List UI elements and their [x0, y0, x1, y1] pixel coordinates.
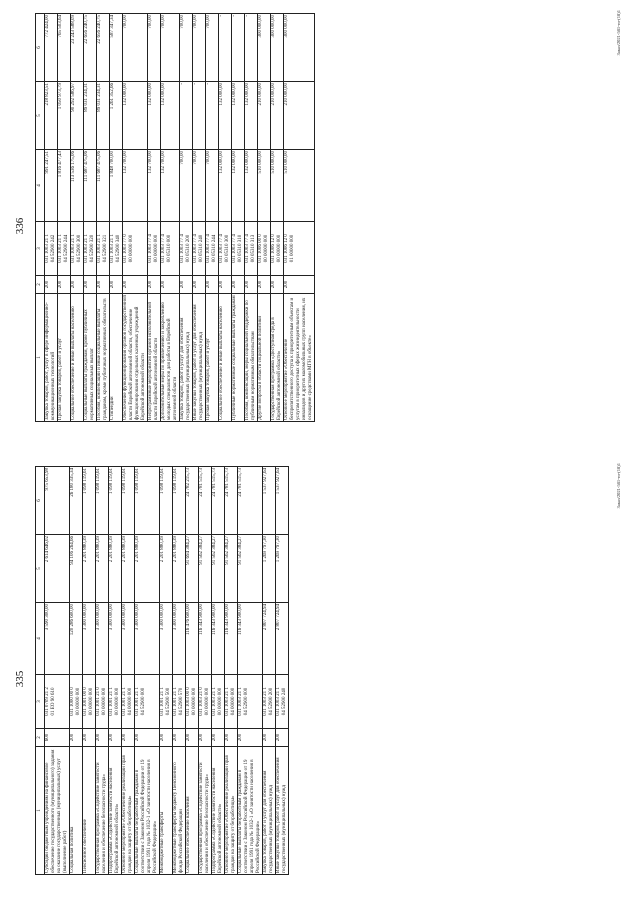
row-remainder: 1 537 927,64 [276, 467, 289, 535]
row-executed: 89 031 234,31 [84, 82, 97, 150]
row-kvr: 200 [109, 729, 122, 747]
row-executed: 91 562 384,27 [238, 535, 263, 603]
table-row [219, 14, 232, 422]
row-sum: 510 000,00 [271, 150, 284, 222]
row-name: Социальные выплаты гражданам, кроме публичных нормативных социальных выплат [84, 294, 97, 422]
row-sum: 2 807 724,94 [263, 603, 276, 675]
row-executed: 132 000,00 [123, 82, 148, 150]
row-sum: 1 816 477,43 [58, 150, 71, 222]
row-executed: 2 201 880,39 [160, 535, 173, 603]
row-kvr: 200 [135, 729, 160, 747]
row-executed: 1 269 797,30 [276, 535, 289, 603]
row-name: Социальная политика [70, 747, 83, 875]
col-header: 1 [36, 747, 45, 875]
budget-table [35, 13, 315, 422]
col-header: 2 [36, 729, 45, 747]
row-name: Прочая закупка товаров, работ и услуг [206, 294, 219, 422]
row-sum: 120 286 600,00 [70, 603, 83, 675]
row-kvr: 200 [45, 276, 58, 294]
row-kvr: 200 [58, 276, 71, 294]
row-kvr: 200 [271, 276, 284, 294]
row-sum: 700,00 [206, 150, 219, 222]
row-executed: 2 201 880,39 [173, 535, 186, 603]
row-sum: 2 807 724,94 [276, 603, 289, 675]
row-remainder: 1 537 927,64 [263, 467, 276, 535]
row-name: Иные закупки товаров, работ и услуг для обеспечения государственных (муниципальных) нужд [276, 747, 289, 875]
page-number: 336 [14, 217, 26, 235]
table-row [160, 467, 173, 875]
row-sum: 132 000,00 [232, 150, 245, 222]
row-code: 031 1006 00 0 00 00000 000 [258, 222, 271, 276]
row-sum: 3 300 000,00 [122, 603, 135, 675]
row-executed: 2 201 880,39 [122, 535, 135, 603]
row-code: 031 1003 21 1 04 52900 321 [97, 222, 110, 276]
table-row [263, 467, 276, 875]
print-order-note: Заказ/2021-581-то-(18)1 [616, 463, 621, 509]
row-remainder: 700,00 [148, 14, 161, 82]
row-executed: 2 201 880,39 [96, 535, 109, 603]
row-kvr: 200 [123, 276, 148, 294]
col-header: 6 [36, 467, 45, 535]
row-remainder: 24 781 515,73 [199, 467, 212, 535]
table-row [109, 467, 122, 875]
row-executed: 218 823,51 [45, 82, 58, 150]
row-kvr: 200 [219, 276, 232, 294]
row-name: Пенсионное обеспечение [83, 747, 96, 875]
row-sum: 116 343 900,00 [212, 603, 225, 675]
table-row [123, 14, 148, 422]
row-sum: 3 300 000,00 [160, 603, 173, 675]
row-sum: 510 000,00 [284, 150, 315, 222]
row-sum: 700,00 [180, 150, 193, 222]
row-executed: 1 261 352,66 [110, 82, 123, 150]
row-code: 031 1003 77 4 00 05310 200 [180, 222, 193, 276]
row-name: Государственная программа «Содействие занятости населения и обеспечение безопасности труда» [199, 747, 212, 875]
row-remainder: 26 180 335,34 [70, 467, 83, 535]
row-remainder: 1 098 119,61 [96, 467, 109, 535]
row-executed: - [180, 82, 193, 150]
table-row [199, 467, 212, 875]
table-row [271, 14, 284, 422]
row-name: Государственная программа «Содействие занятости населения и обеспечение безопасности труда» [96, 747, 109, 875]
row-sum: 3 300 000,00 [109, 603, 122, 675]
row-sum: 116 476 600,00 [186, 603, 199, 675]
row-name: Пособия, компенсации, меры социальной поддержки по публичным нормативным обязательствам [245, 294, 258, 422]
row-remainder: 24 781 515,73 [212, 467, 225, 535]
row-kvr: 200 [173, 729, 186, 747]
row-name: Закупка товаров, работ, услуг в сфере информационно-коммуникационных технологий [45, 294, 58, 422]
row-kvr: 200 [186, 729, 199, 747]
row-name: Дополнительные меры по привлечению и закреплению молодых специалистов для работы в Еврейской автономной области [161, 294, 180, 422]
page-number: 335 [14, 670, 26, 688]
row-sum: 3 300 000,00 [135, 603, 160, 675]
print-order-note: Заказ/2021-581-то-(18)1 [616, 10, 621, 56]
row-name: Другие вопросы в области социальной политики [258, 294, 271, 422]
row-sum: 132 000,00 [219, 150, 232, 222]
table-row [206, 14, 219, 422]
row-name: Социальное обеспечение населения [186, 747, 199, 875]
row-remainder: 700,00 [206, 14, 219, 82]
row-remainder: 300 000,00 [258, 14, 271, 82]
row-executed: 132 000,00 [232, 82, 245, 150]
row-remainder: 587 347,34 [110, 14, 123, 82]
row-sum: 132 700,00 [161, 150, 180, 222]
row-code: 031 1003 00 0 00 00000 000 [186, 675, 199, 729]
row-code: 031 1006 12 0 01 00000 000 [284, 222, 315, 276]
row-executed: 210 000,00 [258, 82, 271, 150]
row-kvr: 200 [245, 276, 258, 294]
table-row [245, 14, 258, 422]
row-code: 031 1000 00 0 00 00000 000 [70, 675, 83, 729]
row-remainder: 700,00 [193, 14, 206, 82]
row-executed: 91 694 384,27 [186, 535, 199, 603]
table-row [284, 14, 315, 422]
row-remainder: 1 098 119,61 [83, 467, 96, 535]
row-executed: 132 000,00 [161, 82, 180, 150]
table-row [258, 14, 271, 422]
header-row [36, 467, 45, 875]
row-name: Социальные выплаты безработным гражданам в соответствии с Законом Российской Федерации от 19 апреля 1991 года № 1032-1 «О занятости населения в Российской Федерации» [135, 747, 160, 875]
row-code: 031 1003 77 4 00 05310 244 [206, 222, 219, 276]
row-kvr: 200 [160, 729, 173, 747]
row-kvr: 200 [122, 729, 135, 747]
col-header: 5 [36, 82, 45, 150]
table-row [70, 467, 83, 875]
table-row [232, 14, 245, 422]
row-name: Непрограммные мероприятия органов исполнительной власти Еврейской автономной области [148, 294, 161, 422]
row-executed: 94 106 264,66 [70, 535, 83, 603]
row-executed: 132 000,00 [148, 82, 161, 150]
row-code: 031 1003 77 4 00 05310 300 [219, 222, 232, 276]
row-sum: 510 000,00 [258, 150, 271, 222]
col-header: 4 [36, 150, 45, 222]
table-row [180, 14, 193, 422]
table-row [148, 14, 161, 422]
row-kvr: 200 [96, 729, 109, 747]
row-kvr: 200 [70, 729, 83, 747]
table-row [173, 467, 186, 875]
row-executed: 1 050 973,79 [58, 82, 71, 150]
row-code: 031 1001 21 1 04 52900 000 [135, 675, 160, 729]
row-remainder: 700,00 [161, 14, 180, 82]
table-row [110, 14, 123, 422]
row-code: 031 1001 21 1 04 52900 570 [173, 675, 186, 729]
row-code: 031 1003 21 1 04 52900 244 [58, 222, 71, 276]
row-remainder: 765 503,64 [58, 14, 71, 82]
table-row [238, 467, 263, 875]
row-remainder: 22 656 240,75 [97, 14, 110, 82]
row-name: Подпрограмма «Содействие занятости населения Еврейской автономной области» [212, 747, 225, 875]
row-code: 031 1003 21 1 04 52900 200 [263, 675, 276, 729]
row-kvr: 200 [148, 276, 161, 294]
row-remainder: 772 424,00 [45, 14, 58, 82]
row-kvr: 200 [238, 729, 263, 747]
row-name: Подпрограмма «Содействие занятости населения Еврейской автономной области» [109, 747, 122, 875]
col-header: 2 [36, 276, 45, 294]
row-remainder: - [219, 14, 232, 82]
row-kvr: 200 [258, 276, 271, 294]
row-sum: 116 343 900,00 [199, 603, 212, 675]
row-executed: 2 614 646,02 [45, 535, 70, 603]
header-row [36, 14, 45, 422]
row-name: Закупка товаров, работ и услуг для обеспечения государственных (муниципальных) нужд [180, 294, 193, 422]
row-code: 031 1003 21 1 04 52900 240 [276, 675, 289, 729]
row-code: 031 1003 77 0 00 00000 000 [123, 222, 148, 276]
table-row [45, 467, 70, 875]
row-remainder: 24 781 515,73 [238, 467, 263, 535]
row-executed: 132 000,00 [245, 82, 258, 150]
row-name: Основное мероприятие «Обеспечение реализации прав граждан на защиту от безработицы» [122, 747, 135, 875]
row-code: 031 1006 12 0 00 00000 000 [271, 222, 284, 276]
row-sum: 3 590 300,00 [45, 603, 70, 675]
row-name: Публичные нормативные социальные выплаты гражданам [232, 294, 245, 422]
col-header: 1 [36, 294, 45, 422]
row-sum: 111 687 475,06 [84, 150, 97, 222]
row-executed: 91 562 384,27 [225, 535, 238, 603]
row-code: 031 1003 77 4 00 05310 240 [193, 222, 206, 276]
table-row [83, 467, 96, 875]
row-executed: 210 000,00 [284, 82, 315, 150]
row-kvr: 200 [193, 276, 206, 294]
row-name: Межбюджетные трансферты бюджету Пенсионного фонда Российской Федерации [173, 747, 186, 875]
row-code: 031 1003 21 0 00 00000 000 [199, 675, 212, 729]
row-kvr: 200 [212, 729, 225, 747]
row-kvr: 200 [110, 276, 123, 294]
col-header: 6 [36, 14, 45, 82]
row-code: 031 1001 21 1 04 52900 500 [160, 675, 173, 729]
col-header: 3 [36, 222, 45, 276]
row-remainder: 22 656 240,75 [84, 14, 97, 82]
row-remainder: 1 098 119,61 [173, 467, 186, 535]
table-row [161, 14, 180, 422]
row-kvr: 200 [206, 276, 219, 294]
row-sum: 3 300 000,00 [173, 603, 186, 675]
row-executed: 1 269 797,30 [263, 535, 276, 603]
row-name: Социальные выплаты безработным гражданам в соответствии с Законом Российской Федерации от 19 апреля 1991 года № 1032-1 «О занятости населения в Российской Федерации» [238, 747, 263, 875]
table-row [135, 467, 160, 875]
row-code: 031 1003 77 4 00 00000 000 [148, 222, 161, 276]
row-sum: 132 700,00 [148, 150, 161, 222]
row-remainder: 700,00 [180, 14, 193, 82]
row-kvr: 200 [263, 729, 276, 747]
row-remainder: 24 781 515,73 [225, 467, 238, 535]
row-remainder: - [232, 14, 245, 82]
row-remainder: 1 098 119,61 [160, 467, 173, 535]
row-kvr: 200 [232, 276, 245, 294]
row-sum: 3 300 000,00 [96, 603, 109, 675]
table-row [225, 467, 238, 875]
row-name: Стипендии [110, 294, 123, 422]
row-code: 031 1001 21 1 04 00000 000 [122, 675, 135, 729]
row-kvr: 200 [97, 276, 110, 294]
row-executed: 2 201 880,39 [83, 535, 96, 603]
row-remainder: - [245, 14, 258, 82]
row-sum: 991 247,51 [45, 150, 58, 222]
row-code: 031 1003 77 4 00 05310 310 [232, 222, 245, 276]
row-name: Субсидии бюджетным учреждениям на финансовое обеспечение государственного (муниципального) задания на оказание государственных (муниципальных) услуг (выполнение работ) [45, 747, 70, 875]
row-name: Иные закупки товаров, работ и услуг для обеспечения государственных (муниципальных) нужд [193, 294, 206, 422]
table-row [186, 467, 199, 875]
row-code: 031 1001 21 1 00 00000 000 [109, 675, 122, 729]
row-kvr: 200 [284, 276, 315, 294]
row-remainder: 1 098 119,61 [122, 467, 135, 535]
row-sum: 111 687 475,06 [97, 150, 110, 222]
row-executed: 91 562 384,27 [212, 535, 225, 603]
row-name: Закупка товаров, работ и услуг для обеспечения государственных (муниципальных) нужд [263, 747, 276, 875]
row-kvr: 200 [199, 729, 212, 747]
row-code: 031 1003 77 4 00 05310 313 [245, 222, 258, 276]
row-code: 031 1003 21 1 04 52900 242 [45, 222, 58, 276]
row-remainder: 975 653,98 [45, 467, 70, 535]
page-right [0, 0, 639, 452]
row-code: 031 0709 21 2 01 ЕО 90 610 [45, 675, 70, 729]
row-executed: 91 562 384,27 [199, 535, 212, 603]
row-name: Социальное обеспечение и иные выплаты населению [219, 294, 232, 422]
row-remainder: 1 098 119,61 [109, 467, 122, 535]
row-sum: 1 848 700,00 [110, 150, 123, 222]
row-sum: 3 300 000,00 [83, 603, 96, 675]
col-header: 5 [36, 535, 45, 603]
row-kvr: 200 [83, 729, 96, 747]
row-remainder: 300 000,00 [284, 14, 315, 82]
table-row [97, 14, 110, 422]
row-code: 031 1001 00 0 00 00000 000 [83, 675, 96, 729]
table-row [212, 467, 225, 875]
table-row [96, 467, 109, 875]
row-name: Прочая закупка товаров, работ и услуг [58, 294, 71, 422]
row-kvr: 600 [45, 729, 70, 747]
row-sum: 132 000,00 [245, 150, 258, 222]
row-executed: 210 000,00 [271, 82, 284, 150]
row-sum: 700,00 [193, 150, 206, 222]
table-row [122, 467, 135, 875]
row-kvr: 200 [161, 276, 180, 294]
row-remainder: 23 243 588,09 [71, 14, 84, 82]
row-kvr: 200 [71, 276, 84, 294]
row-executed: 90 292 586,97 [71, 82, 84, 150]
row-code: 031 1001 21 0 00 00000 000 [96, 675, 109, 729]
row-remainder: 24 782 215,73 [186, 467, 199, 535]
row-kvr: 200 [84, 276, 97, 294]
budget-table [35, 466, 289, 875]
row-code: 031 1003 21 1 04 00000 000 [225, 675, 238, 729]
row-sum: 116 343 900,00 [238, 603, 263, 675]
row-code: 031 1003 21 1 04 52900 300 [71, 222, 84, 276]
row-sum: 113 536 175,06 [71, 150, 84, 222]
row-code: 031 1003 21 1 04 52900 320 [84, 222, 97, 276]
page-left [0, 453, 639, 905]
table-row [276, 467, 289, 875]
row-code: 031 1003 21 1 04 52900 000 [238, 675, 263, 729]
row-name: Межбюджетные трансферты [160, 747, 173, 875]
col-header: 3 [36, 675, 45, 729]
table-row [45, 14, 58, 422]
row-name: Пособия, компенсации и иные социальные выплаты гражданам, кроме публичных нормативных обязательств [97, 294, 110, 422]
row-code: 031 1003 21 1 00 00000 000 [212, 675, 225, 729]
row-kvr: 200 [276, 729, 289, 747]
row-executed: 89 031 234,31 [97, 82, 110, 150]
row-executed: 2 201 880,39 [135, 535, 160, 603]
row-executed: - [193, 82, 206, 150]
row-kvr: 200 [225, 729, 238, 747]
row-name: Обеспечение функционирования органов государственной власти Еврейской автономной области, обеспечение функционирования отдельных казенных учреждений Еврейской автономной области [123, 294, 146, 420]
row-name: Государственная программа «Доступная среда в Еврейской автономной области» [271, 294, 284, 422]
row-executed: - [206, 82, 219, 150]
row-name: Основное мероприятие «Обеспечение беспрепятственного доступа к приоритетным объектам и услугам в приоритетных сферах жизнедеятельности инвалидов и других маломобильных групп населения, их оснащение средствами МГН в объекте» [284, 294, 315, 422]
row-executed: 132 000,00 [219, 82, 232, 150]
row-code: 031 1003 77 4 00 05310 000 [161, 222, 180, 276]
table-row [58, 14, 71, 422]
table-row [84, 14, 97, 422]
row-remainder: 700,00 [123, 14, 148, 82]
row-remainder: 300 000,00 [271, 14, 284, 82]
row-code: 031 1003 21 1 04 52900 340 [110, 222, 123, 276]
row-executed: 2 201 880,39 [109, 535, 122, 603]
col-header: 4 [36, 603, 45, 675]
row-remainder: 1 098 119,61 [135, 467, 160, 535]
row-sum: 132 700,00 [123, 150, 148, 222]
table-row [193, 14, 206, 422]
row-name: Основное мероприятие «Обеспечение реализации прав граждан на защиту от безработицы» [225, 747, 238, 875]
table-row [71, 14, 84, 422]
row-name: Социальное обеспечение и иные выплаты населению [71, 294, 84, 422]
row-kvr: 200 [180, 276, 193, 294]
row-sum: 116 343 900,00 [225, 603, 238, 675]
